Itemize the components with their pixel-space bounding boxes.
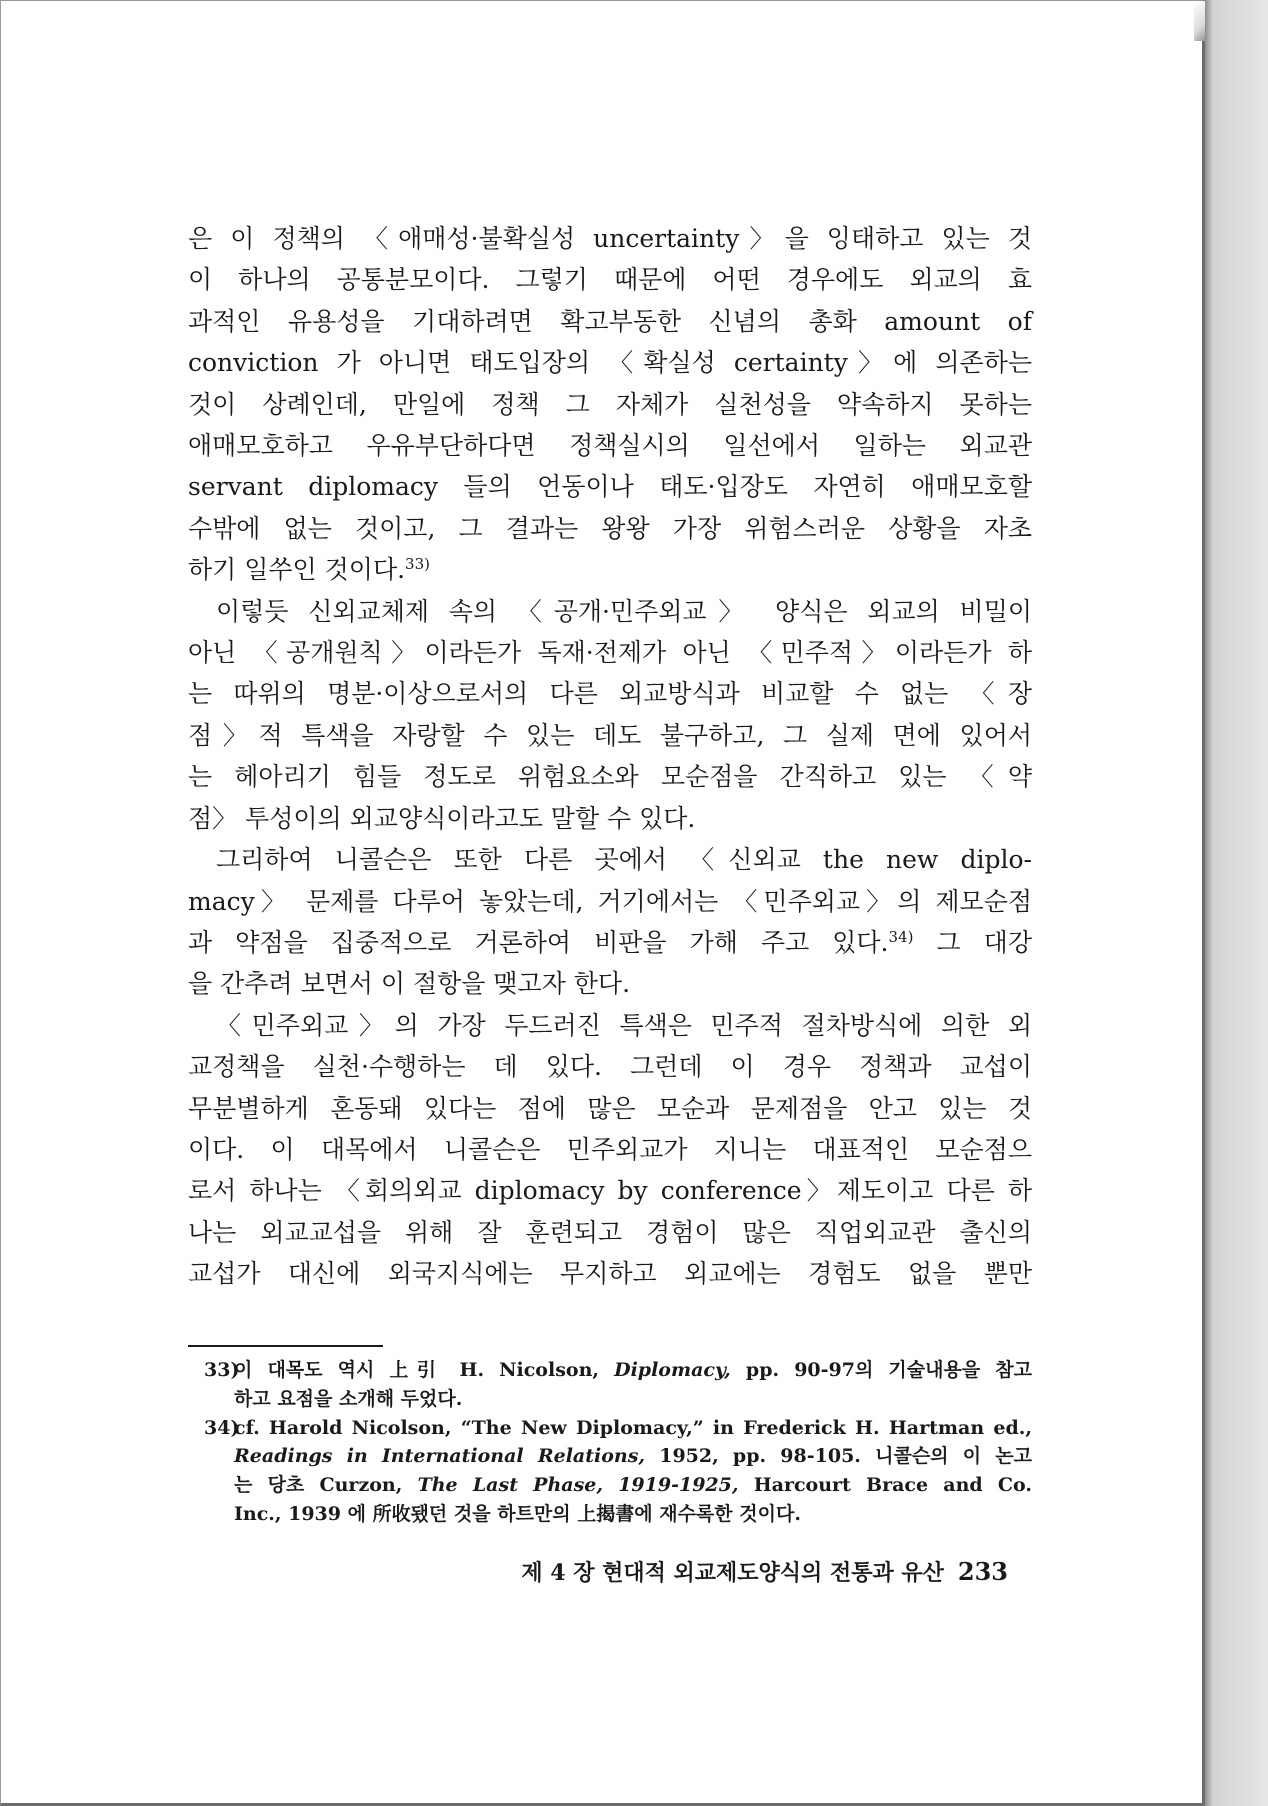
paragraph-start: 이렇듯 신외교체제 속의 〈공개·민주외교〉 양식은 외교의 비밀이 xyxy=(216,596,1032,626)
footnote-number: 33) xyxy=(204,1359,240,1381)
footnotes xyxy=(206,1356,1032,1529)
body-line: 은 이 정책의 〈애매성·불확실성 uncertainty〉을 잉태하고 있는 것 xyxy=(188,224,1032,253)
body-line: 수밖에 없는 것이고, 그 결과는 왕왕 가장 위험스러운 상황을 자초 xyxy=(188,513,1032,543)
body-line: 로서 하나는 〈회의외교 diplomacy by conference〉제도이고 다른 하 xyxy=(188,1176,1032,1206)
body-line-text: 그 대강 xyxy=(913,927,1032,957)
footnote-line: cf. Harold Nicolson, “The New Diplomacy,” in Frederick H. Hartman ed., xyxy=(234,1416,1032,1439)
body-line: 무분별하게 혼동돼 있다는 점에 많은 모순과 문제점을 안고 있는 것 xyxy=(188,1093,1032,1123)
body-line: conviction 가 아니면 태도입장의 〈확실성 certainty〉에 의존하는 xyxy=(188,348,1032,378)
body-line: 아닌 〈공개원칙〉이라든가 독재·전제가 아닌 〈민주적〉이라든가 하 xyxy=(188,638,1032,668)
chapter-title: 제 4 장 현대적 외교제도양식의 전통과 유산 xyxy=(521,1560,944,1586)
footnote-line xyxy=(234,1442,1032,1471)
page-edge-shadow xyxy=(1205,0,1268,1806)
body-line: 과적인 유용성을 기대하려면 확고부동한 신념의 총화 amount of xyxy=(188,306,1032,336)
paragraph-start: 〈민주외교〉의 가장 두드러진 특색은 민주적 절차방식에 의한 외 xyxy=(216,1010,1032,1040)
footnote-text: 는 당초 Curzon, xyxy=(234,1474,418,1497)
body-line xyxy=(188,922,1032,963)
body-line: 교정책을 실천·수행하는 데 있다. 그런데 이 경우 정책과 교섭이 xyxy=(188,1052,1032,1082)
body-line: 점〉 투성이의 외교양식이라고도 말할 수 있다. xyxy=(188,803,696,833)
paragraph-start: 그리하여 니콜슨은 또한 다른 곳에서 〈신외교 the new diplo- xyxy=(216,845,1032,875)
body-line-text: 하기 일쑤인 것이다. xyxy=(188,555,406,585)
footnote-line: 하고 요점을 소개해 두었다. xyxy=(234,1387,463,1410)
footnote-italic-title: The Last Phase, 1919-1925, xyxy=(417,1474,739,1497)
body-line-text: 과 약점을 집중적으로 거론하여 비판을 가해 주고 있다. xyxy=(188,927,889,957)
body-line: 이 하나의 공통분모이다. 그렇기 때문에 어떤 경우에도 외교의 효 xyxy=(188,265,1032,295)
body-line: 애매모호하고 우유부단하다면 정책실시의 일선에서 일하는 외교관 xyxy=(188,431,1032,461)
body-line: 이다. 이 대목에서 니콜슨은 민주외교가 지니는 대표적인 모순점으 xyxy=(188,1134,1032,1164)
body-line: 점〉적 특색을 자랑할 수 있는 데도 불구하고, 그 실제 면에 있어서 xyxy=(188,720,1032,750)
footnote-italic-title: Diplomacy, xyxy=(614,1359,731,1381)
body-line: 것이 상례인데, 만일에 정책 그 자체가 실천성을 약속하지 못하는 xyxy=(188,389,1032,419)
footnote-text: Harcourt Brace and Co. xyxy=(738,1474,1032,1497)
page-number: 233 xyxy=(957,1557,1008,1586)
body-line: macy〉 문제를 다루어 놓았는데, 거기에서는 〈민주외교〉의 제모순점 xyxy=(188,886,1032,916)
body-line xyxy=(188,549,1032,590)
footnote-italic-title: Readings in International Relations, xyxy=(234,1445,646,1468)
footnote-text: 1952, pp. 98-105. 니콜슨의 이 논고 xyxy=(645,1445,1032,1468)
footnote-line: Inc., 1939 에 所收됐던 것을 하트만의 上揭書에 재수록한 것이다. xyxy=(234,1502,801,1525)
footnote-separator xyxy=(188,1345,383,1347)
footnote-34 xyxy=(206,1414,1032,1529)
body-line: servant diplomacy 들의 언동이나 태도·입장도 자연히 애매모호할 xyxy=(188,472,1032,502)
running-footer xyxy=(448,1556,1008,1587)
footnote-text: 이 대목도 역시 上引 H. Nicolson, xyxy=(234,1359,615,1381)
footnote-ref-34: 34) xyxy=(888,927,914,946)
body-line: 는 헤아리기 힘들 정도로 위험요소와 모순점을 간직하고 있는 〈약 xyxy=(188,762,1032,792)
footnote-number: 34) xyxy=(204,1416,240,1439)
footnote-33 xyxy=(206,1356,1032,1414)
footnote-ref-33: 33) xyxy=(405,555,430,574)
body-line: 나는 외교교섭을 위해 잘 훈련되고 경험이 많은 직업외교관 출신의 xyxy=(188,1217,1032,1247)
body-line: 교섭가 대신에 외국지식에는 무지하고 외교에는 경험도 없을 뿐만 xyxy=(188,1259,1032,1289)
body-line: 을 간추려 보면서 이 절항을 맺고자 한다. xyxy=(188,969,631,999)
footnote-text: pp. 90-97의 기술내용을 참고 xyxy=(730,1359,1032,1381)
footnote-line xyxy=(234,1356,1032,1385)
footnote-line xyxy=(234,1471,1032,1500)
body-line: 는 따위의 명분·이상으로서의 다른 외교방식과 비교할 수 없는 〈장 xyxy=(188,679,1032,709)
body-text xyxy=(188,218,1032,1295)
